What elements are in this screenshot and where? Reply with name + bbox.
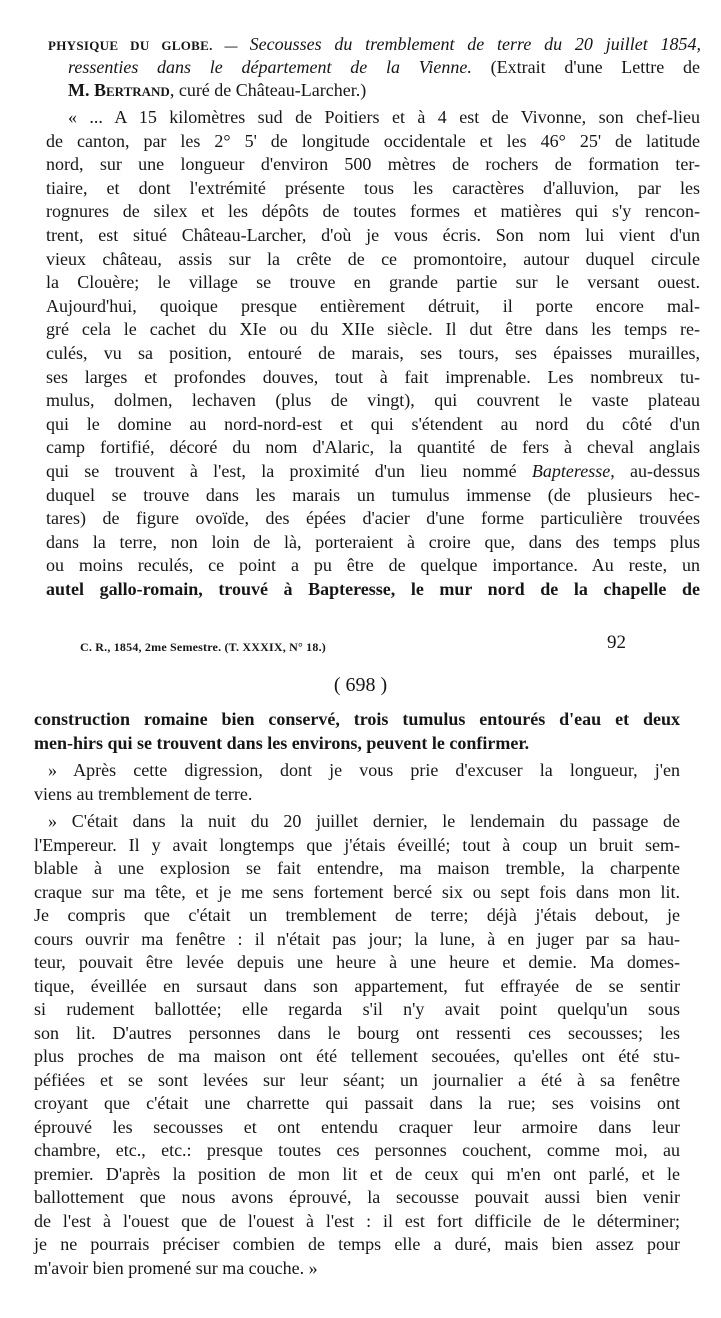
page1-line-text: (Extrait d'une Lettre de bbox=[471, 57, 701, 77]
page1-line-text: de canton, par les 2° 5' de longitude occidentale et les 46° 25' de latitude bbox=[46, 130, 700, 151]
page2-line-text: éprouvé les secousses et ont entendu craquer leur armoire dans leur bbox=[34, 1116, 680, 1137]
page2-line bbox=[34, 783, 680, 805]
page2-line-text: tique, éveillée en sursaut dans son appartement, fut effrayée de se sentir bbox=[34, 975, 680, 996]
page1-line-text: vieux château, assis sur la crête de ce promontoire, autour duquel circule bbox=[46, 248, 700, 269]
page2-line-text: m'avoir bien promené sur ma couche. » bbox=[34, 1257, 318, 1278]
page2-line bbox=[34, 881, 680, 903]
page2-line-text: » C'était dans la nuit du 20 juillet dernier, le lendemain du passage de bbox=[48, 811, 680, 831]
page1-line bbox=[46, 507, 700, 529]
page1-line-text: mulus, dolmen, lechaven (plus de vingt), qui couvrent le vaste plateau bbox=[46, 390, 700, 411]
page2-line-text: » Après cette digression, dont je vous prie d'excuser la longueur, j'en bbox=[48, 760, 680, 780]
page2-line-text: craque sur ma tête, et je me sens fortement bercé six ou sept fois dans mon lit. bbox=[34, 881, 680, 902]
page2-line bbox=[34, 1186, 680, 1208]
page1-line-text: Bapteresse, bbox=[531, 461, 615, 481]
page2-line bbox=[48, 810, 680, 832]
page2-line-text: chambre, etc., etc.: presque toutes ces personnes couchent, comme moi, au bbox=[34, 1140, 680, 1160]
page1-line bbox=[46, 531, 700, 553]
page2-line bbox=[34, 1233, 680, 1255]
page1-line-text: dans la terre, non loin de là, porteraient à croire que, dans des temps plus bbox=[46, 531, 700, 552]
page1-line-text: M. Bertrand bbox=[68, 80, 170, 100]
page2-line bbox=[34, 1022, 680, 1044]
page1-line bbox=[46, 130, 700, 152]
page1-line-text: duquel se trouve dans les marais un tumulus immense (de plusieurs hec- bbox=[46, 484, 700, 505]
page2-line-text: péfiées et se sont levées sur leur séant; un journalier a été à sa fenêtre bbox=[34, 1069, 680, 1090]
page1-line-text: ou moins reculés, ce point a pu être de quelque importance. Au reste, un bbox=[46, 555, 700, 576]
page2-line bbox=[34, 904, 680, 926]
signature-number bbox=[607, 632, 647, 654]
page1-line-text: qui le domine au nord-nord-est et qui s'étendent au nord du côté d'un bbox=[46, 413, 700, 434]
page1-line-text: PHYSIQUE DU GLOBE. — bbox=[48, 38, 250, 53]
page2-line-text: croyant que c'était une charrette qui passait dans la rue; ses voisins ont bbox=[34, 1093, 680, 1113]
page1-line bbox=[46, 460, 700, 482]
page2-line bbox=[48, 759, 680, 781]
page1-line bbox=[46, 389, 700, 411]
page1-line-text: camp fortifié, décoré du nom d'Alaric, la quantité de fers à cheval anglais bbox=[46, 437, 700, 458]
page2-line-text: je ne pourrais préciser combien de temps elle a duré, mais bien assez pour bbox=[34, 1234, 680, 1254]
footer-right: 92 bbox=[607, 632, 626, 653]
page1-line bbox=[46, 153, 700, 175]
page2-line-text: si rudement ballottée; elle regarda s'il n'y avait point quelqu'un sous bbox=[34, 999, 680, 1019]
page2-line bbox=[34, 834, 680, 856]
page1-line-text: Aujourd'hui, quoique presque entièrement détruit, il porte encore mal- bbox=[46, 295, 700, 316]
page1-line-text: ressenties dans le département de la Vienne. bbox=[68, 57, 472, 77]
page1-line-text: ses larges et profondes douves, tout à fait imprenable. Les nombreux tu- bbox=[46, 366, 700, 387]
page1-line-text: culés, vu sa position, entouré de marais, ses tours, ses épaisses murailles, bbox=[46, 343, 700, 363]
page1-line bbox=[68, 56, 700, 78]
page1-line-text: , curé de Château-Larcher.) bbox=[169, 80, 367, 100]
page1-line bbox=[46, 224, 700, 246]
page1-line-text: tiaire, et dont l'extrémité présente tous les caractères d'alluvion, par les bbox=[46, 177, 700, 198]
page1-line-text: tares) de figure ovoïde, des épées d'acier d'une forme particulière trouvées bbox=[46, 508, 700, 529]
page1-line bbox=[46, 413, 700, 435]
page1-line-text: trent, est situé Château-Larcher, d'où je vous écris. Son nom lui vient d'un bbox=[46, 225, 700, 245]
page2-line bbox=[34, 1163, 680, 1185]
page2-line-text: Je compris que c'était un tremblement de terre; déjà j'étais debout, je bbox=[34, 905, 680, 925]
page1-line-text: au-dessus bbox=[614, 461, 700, 481]
page-number-text: ( 698 ) bbox=[333, 674, 388, 696]
footer-left: C. R., 1854, 2me Semestre. (T. XXXIX, N° 18.) bbox=[80, 640, 326, 654]
page1-line-text: la Clouère; le village se trouve en grande partie sur le versant ouest. bbox=[46, 272, 700, 293]
page2-line-text: plus proches de ma maison ont été tellement secouées, qu'elles ont été stu- bbox=[34, 1046, 680, 1066]
page2-line bbox=[34, 732, 680, 754]
page2-line bbox=[34, 951, 680, 973]
page2-line bbox=[34, 1069, 680, 1091]
page1-line bbox=[46, 318, 700, 340]
page1-line bbox=[46, 578, 700, 600]
page1-line bbox=[46, 484, 700, 506]
page2-line-text: blable à une explosion se fait entendre, ma maison tremble, la charpente bbox=[34, 858, 680, 878]
page1-line-text: « ... A 15 kilomètres sud de Poitiers et à 4 est de Vivonne, son chef-lieu bbox=[68, 107, 700, 127]
page2-line bbox=[34, 1116, 680, 1138]
page1-line bbox=[46, 200, 700, 222]
page1-line-text: Secousses du tremblement de terre du 20 juillet 1854, bbox=[249, 34, 701, 54]
page2-line bbox=[34, 928, 680, 950]
page1-line bbox=[46, 342, 700, 364]
page2-line-text: premier. D'après la position de mon lit et de ceux qui m'en ont parlé, et le bbox=[34, 1163, 680, 1184]
footer-citation bbox=[80, 636, 400, 658]
page2-line bbox=[34, 1139, 680, 1161]
page1-line bbox=[68, 106, 700, 128]
page-number bbox=[0, 674, 721, 696]
page1-line bbox=[46, 248, 700, 270]
page2-line bbox=[34, 1092, 680, 1114]
page2-line bbox=[34, 857, 680, 879]
page2-line bbox=[34, 975, 680, 997]
page2-line bbox=[34, 708, 680, 730]
page1-line bbox=[46, 554, 700, 576]
page1-line bbox=[46, 366, 700, 388]
page2-line bbox=[34, 1257, 680, 1279]
page1-line-text: rognures de silex et les dépôts de toutes formes et matières qui s'y rencon- bbox=[46, 201, 700, 222]
page2-line-text: de l'est à l'ouest que de l'ouest à l'est : il est fort difficile de le déterminer; bbox=[34, 1210, 680, 1231]
page1-line bbox=[68, 79, 448, 101]
page2-line-text: son lit. D'autres personnes dans le bourg ont ressenti ces secousses; les bbox=[34, 1022, 680, 1043]
page1-line bbox=[46, 271, 700, 293]
page2-line-text: cours ouvrir ma fenêtre : il n'était pas jour; la lune, à en juger par sa hau- bbox=[34, 928, 680, 949]
page2-line bbox=[34, 1210, 680, 1232]
page1-line bbox=[48, 33, 701, 57]
page2-line-text: teur, pouvait être levée depuis une heure à une heure et demie. Ma domes- bbox=[34, 952, 680, 972]
page2-line-text: men-hirs qui se trouvent dans les environs, peuvent le confirmer. bbox=[34, 732, 530, 753]
page2-line bbox=[34, 1045, 680, 1067]
page2-line-text: ballottement que nous avons éprouvé, la secousse pouvait aussi bien venir bbox=[34, 1187, 680, 1207]
page2-line bbox=[34, 998, 680, 1020]
page1-line bbox=[46, 295, 700, 317]
page2-line-text: viens au tremblement de terre. bbox=[34, 783, 253, 804]
page1-line bbox=[46, 177, 700, 199]
page1-line-text: gré cela le cachet du XIe ou du XIIe siècle. Il dut être dans les temps re- bbox=[46, 319, 700, 340]
page1-line-text: qui se trouvent à l'est, la proximité d'un lieu nommé bbox=[46, 461, 532, 481]
page1-line bbox=[46, 436, 700, 458]
page1-line-text: autel gallo-romain, trouvé à Bapteresse, le mur nord de la chapelle de bbox=[46, 579, 700, 599]
page1-line-text: nord, sur une longueur d'environ 500 mètres de rochers de formation ter- bbox=[46, 154, 700, 175]
page2-line-text: construction romaine bien conservé, trois tumulus entourés d'eau et deux bbox=[34, 709, 680, 729]
page2-line-text: l'Empereur. Il y avait longtemps que j'étais éveillé; tout à coup un bruit sem- bbox=[34, 834, 680, 855]
